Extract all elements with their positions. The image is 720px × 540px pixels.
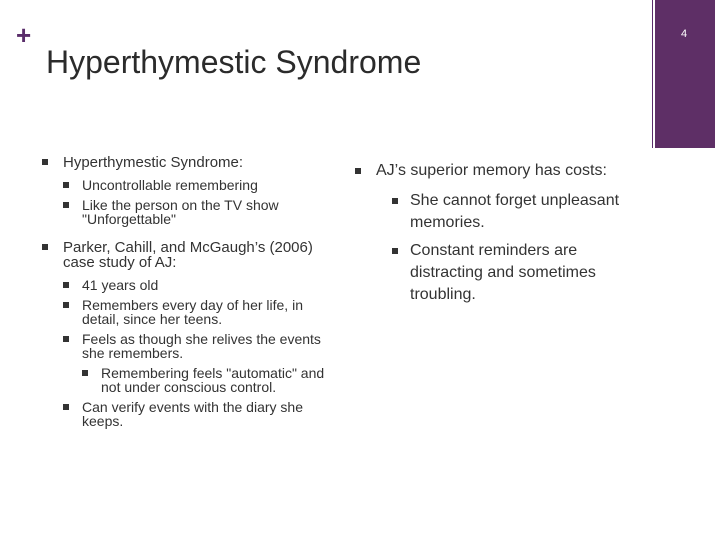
left-column [42, 155, 332, 428]
sub-bullet-item [63, 178, 332, 192]
square-bullet-icon [63, 202, 69, 208]
square-bullet-icon [63, 302, 69, 308]
plus-logo: + [16, 20, 32, 50]
sub-bullet-text: Constant reminders are distracting and sometimes troubling. [410, 242, 596, 303]
slide-title: Hyperthymestic Syndrome [46, 44, 422, 80]
sub-bullet-item [63, 400, 332, 428]
square-bullet-icon [42, 244, 48, 250]
accent-bar [655, 0, 715, 148]
right-column [355, 160, 635, 306]
sub-bullet-item [63, 298, 332, 326]
sub-bullet-item [376, 190, 635, 234]
bullet-item [42, 240, 332, 428]
square-bullet-icon [42, 159, 48, 165]
bullet-item [42, 155, 332, 226]
sub-bullet-text: She cannot forget unpleasant memories. [410, 192, 620, 231]
square-bullet-icon [63, 336, 69, 342]
square-bullet-icon [355, 168, 361, 174]
sub-bullet-text: Like the person on the TV show "Unforgettable" [82, 197, 279, 227]
square-bullet-icon [392, 198, 398, 204]
square-bullet-icon [392, 248, 398, 254]
slide-number: 4 [681, 28, 688, 40]
bullet-text: AJ’s superior memory has costs: [376, 162, 607, 179]
sub-bullet-text: Uncontrollable remembering [82, 177, 258, 193]
sub-bullet-item [63, 198, 332, 226]
square-bullet-icon [63, 404, 69, 410]
square-bullet-icon [82, 370, 88, 376]
sub-bullet-text: Feels as though she relives the events she remembers. [82, 331, 321, 361]
bullet-text: Hyperthymestic Syndrome: [63, 154, 244, 171]
bullet-text: Parker, Cahill, and McGaugh’s (2006) case study of AJ: [63, 239, 313, 271]
sub-sub-bullet-item [82, 366, 332, 394]
sub-bullet-item [63, 278, 332, 292]
sub-bullet-text: Remembers every day of her life, in detail, since her teens. [82, 297, 303, 327]
square-bullet-icon [63, 182, 69, 188]
accent-line [652, 0, 653, 148]
sub-sub-bullet-text: Remembering feels "automatic" and not under conscious control. [101, 365, 325, 395]
sub-bullet-text: Can verify events with the diary she keeps. [82, 399, 303, 429]
sub-bullet-item [376, 240, 635, 306]
sub-bullet-item [63, 332, 332, 394]
square-bullet-icon [63, 282, 69, 288]
sub-bullet-text: 41 years old [82, 277, 159, 293]
bullet-item [355, 160, 635, 306]
